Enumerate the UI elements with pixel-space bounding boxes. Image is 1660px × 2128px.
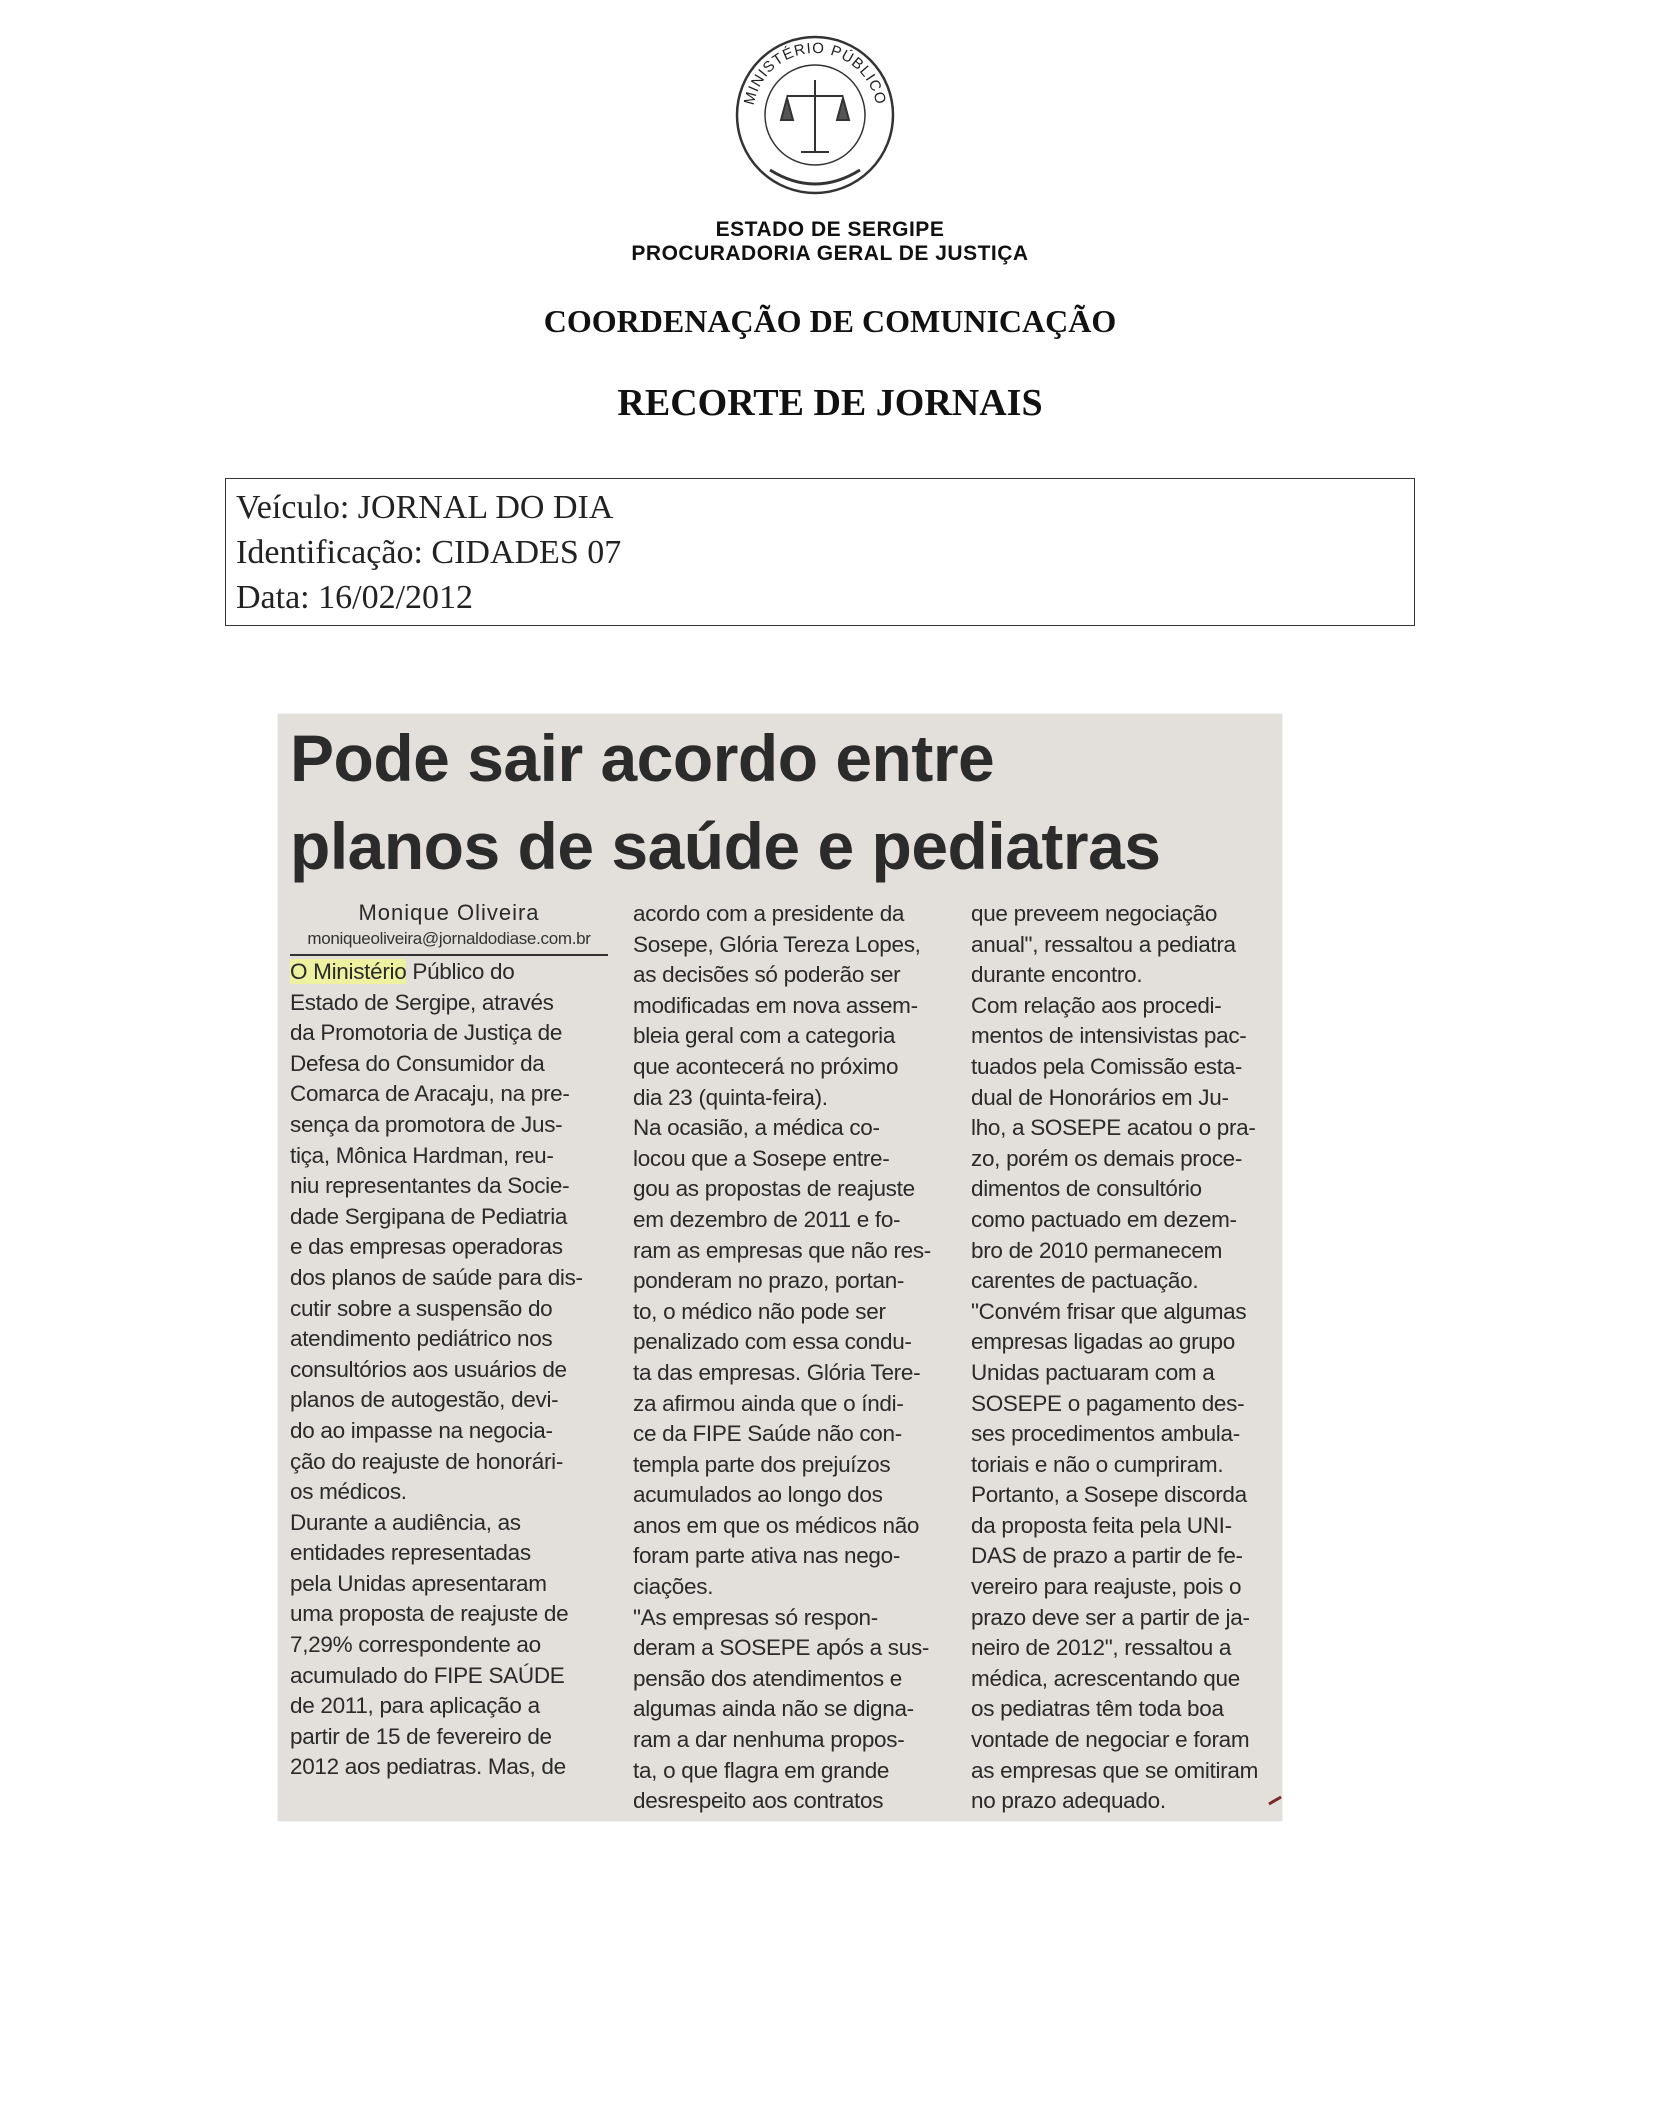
ministerio-publico-seal	[725, 20, 905, 200]
byline-divider	[290, 954, 608, 956]
lead-highlight: O Ministério	[290, 959, 407, 984]
info-date: Data: 16/02/2012	[236, 579, 474, 616]
header-office: PROCURADORIA GERAL DE JUSTIÇA	[631, 242, 1029, 265]
header-section: RECORTE DE JORNAIS	[617, 382, 1043, 424]
headline-line-1: Pode sair acordo entre	[290, 721, 995, 795]
column-1-text: Público do Estado de Sergipe, através da Promotoria de Justiça de Defesa do Consumidor da Comarca de Aracaju, na pre- sença da promotora de Jus- tiça, Mônica Hardman, reu- niu representantes da Socie- dade Sergipana de Pediatria e das empresas operadoras dos planos de saúde para dis- cutir sobre a suspensão do atendimento pediátrico nos consultórios aos usuários de planos de autogestão, devi- do ao impasse na negocia- ção do reajuste de honorári- os médicos. Durante a audiência, as entidades representadas pela Unidas apresentaram uma proposta de reajuste de 7,29% correspondente ao acumulado do FIPE SAÚDE de 2011, para aplicação a partir de 15 de fevereiro de 2012 aos pediatras. Mas, de	[290, 959, 583, 1780]
seal-ring-text: MINISTÉRIO PÚBLICO	[740, 39, 890, 107]
scales-of-justice-icon	[781, 80, 849, 152]
seal-ribbon	[770, 170, 860, 184]
headline-line-2: planos de saúde e pediatras	[290, 809, 1161, 883]
article-column-2: acordo com a presidente da Sosepe, Glória Tereza Lopes, as decisões só poderão ser modificadas em nova assem- bleia geral com a categoria que acontecerá no próximo dia 23 (quinta-feira). Na ocasião, a médica co- locou que a Sosepe entre- gou as propostas de reajuste em dezembro de 2011 e fo- ram as empresas que não res- ponderam no prazo, portan- to, o médico não pode ser penalizado com essa condu- ta das empresas. Glória Tere- za afirmou ainda que o índi- ce da FIPE Saúde não con- templa parte dos prejuízos acumulados ao longo dos anos em que os médicos não foram parte ativa nas nego- ciações. "As empresas só respon- deram a SOSEPE após a sus- pensão dos atendimentos e algumas ainda não se digna- ram a dar nenhuma propos- ta, o que flagra em grande desrespeito aos contratos	[633, 901, 931, 1814]
article-column-3: que preveem negociação anual", ressaltou a pediatra durante encontro. Com relação aos procedi- mentos de intensivistas pac- tuados pela Comissão esta- dual de Honorários em Ju- lho, a SOSEPE acatou o pra- zo, porém os demais proce- dimentos de consultório como pactuado em dezem- bro de 2010 permanecem carentes de pactuação. "Convém frisar que algumas empresas ligadas ao grupo Unidas pactuaram com a SOSEPE o pagamento des- ses procedimentos ambula- toriais e não o cumpriram. Portanto, a Sosepe discorda da proposta feita pela UNI- DAS de prazo a partir de fe- vereiro para reajuste, pois o prazo deve ser a partir de ja- neiro de 2012", ressaltou a médica, acrescentando que os pediatras têm toda boa vontade de negociar e foram as empresas que se omitiram no prazo adequado.	[971, 901, 1259, 1814]
newspaper-clipping	[278, 714, 1282, 1821]
author-name: Monique Oliveira	[358, 900, 540, 925]
clipping-info-box	[225, 478, 1415, 626]
header-department: COORDENAÇÃO DE COMUNICAÇÃO	[543, 303, 1117, 339]
article-column-1	[290, 957, 608, 1783]
byline	[290, 899, 608, 951]
info-identification: Identificação: CIDADES 07	[236, 534, 622, 571]
info-vehicle: Veículo: JORNAL DO DIA	[236, 489, 614, 526]
author-email: moniqueoliveira@jornaldodiase.com.br	[307, 929, 591, 948]
header-state: ESTADO DE SERGIPE	[715, 218, 945, 241]
